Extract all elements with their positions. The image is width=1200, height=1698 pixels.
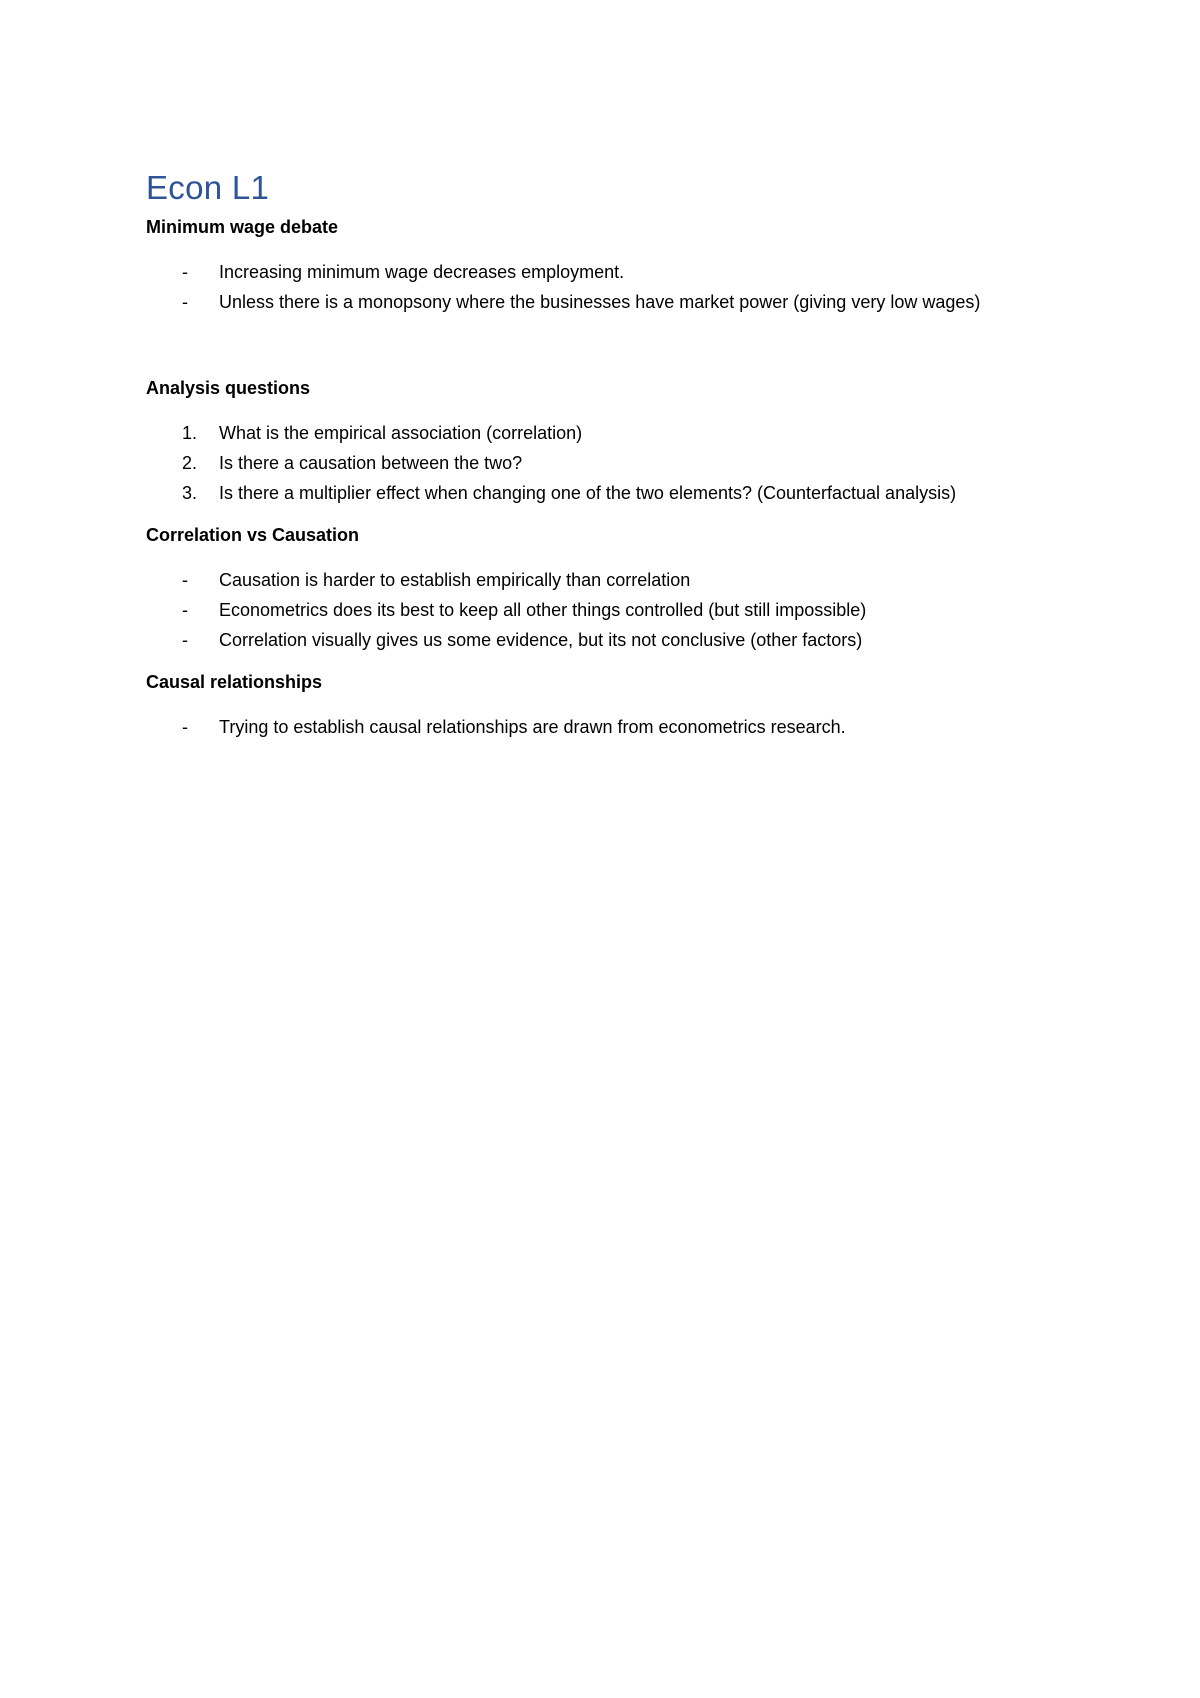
bullet-marker: - (182, 262, 188, 282)
list-item (146, 448, 1069, 478)
section-minimum-wage-debate (146, 214, 1066, 317)
list-item (146, 257, 1069, 287)
section-heading: Minimum wage debate (146, 217, 339, 237)
bullet-marker: - (182, 292, 188, 312)
bullet-marker: - (182, 570, 188, 590)
document-title: Econ L1 (146, 169, 270, 206)
number-marker: 3. (182, 483, 198, 503)
list-item (146, 478, 1069, 508)
list-item (146, 565, 1069, 595)
list-item (146, 712, 1069, 742)
number-marker: 2. (182, 453, 198, 473)
section-causal-relationships (146, 669, 1066, 742)
list-item-text: Causation is harder to establish empirically than correlation (219, 570, 691, 590)
bullet-marker: - (182, 717, 188, 737)
list-item-text: Trying to establish causal relationships are drawn from econometrics research. (219, 717, 846, 737)
section-analysis-questions (146, 375, 1066, 508)
list-item-text: What is the empirical association (correlation) (219, 423, 583, 443)
section-heading: Analysis questions (146, 378, 311, 398)
document-body (146, 168, 1066, 756)
bullet-marker: - (182, 600, 188, 620)
list-item (146, 595, 1069, 625)
section-correlation-vs-causation (146, 522, 1066, 655)
section-heading: Causal relationships (146, 672, 323, 692)
bullet-list (146, 712, 1066, 742)
list-item-text: Unless there is a monopsony where the businesses have market power (giving very low wages) (219, 292, 981, 312)
list-item-text: Increasing minimum wage decreases employment. (219, 262, 625, 282)
list-item (146, 418, 1069, 448)
list-item-text: Is there a causation between the two? (219, 453, 523, 473)
number-marker: 1. (182, 423, 198, 443)
list-item (146, 625, 1069, 655)
bullet-list (146, 565, 1066, 655)
bullet-list (146, 257, 1066, 317)
numbered-list (146, 418, 1066, 508)
bullet-marker: - (182, 630, 188, 650)
section-heading: Correlation vs Causation (146, 525, 360, 545)
list-item (146, 287, 1069, 317)
list-item-text: Correlation visually gives us some evidence, but its not conclusive (other factors) (219, 630, 863, 650)
list-item-text: Is there a multiplier effect when changing one of the two elements? (Counterfactual analysis) (219, 483, 957, 503)
list-item-text: Econometrics does its best to keep all other things controlled (but still impossible) (219, 600, 867, 620)
